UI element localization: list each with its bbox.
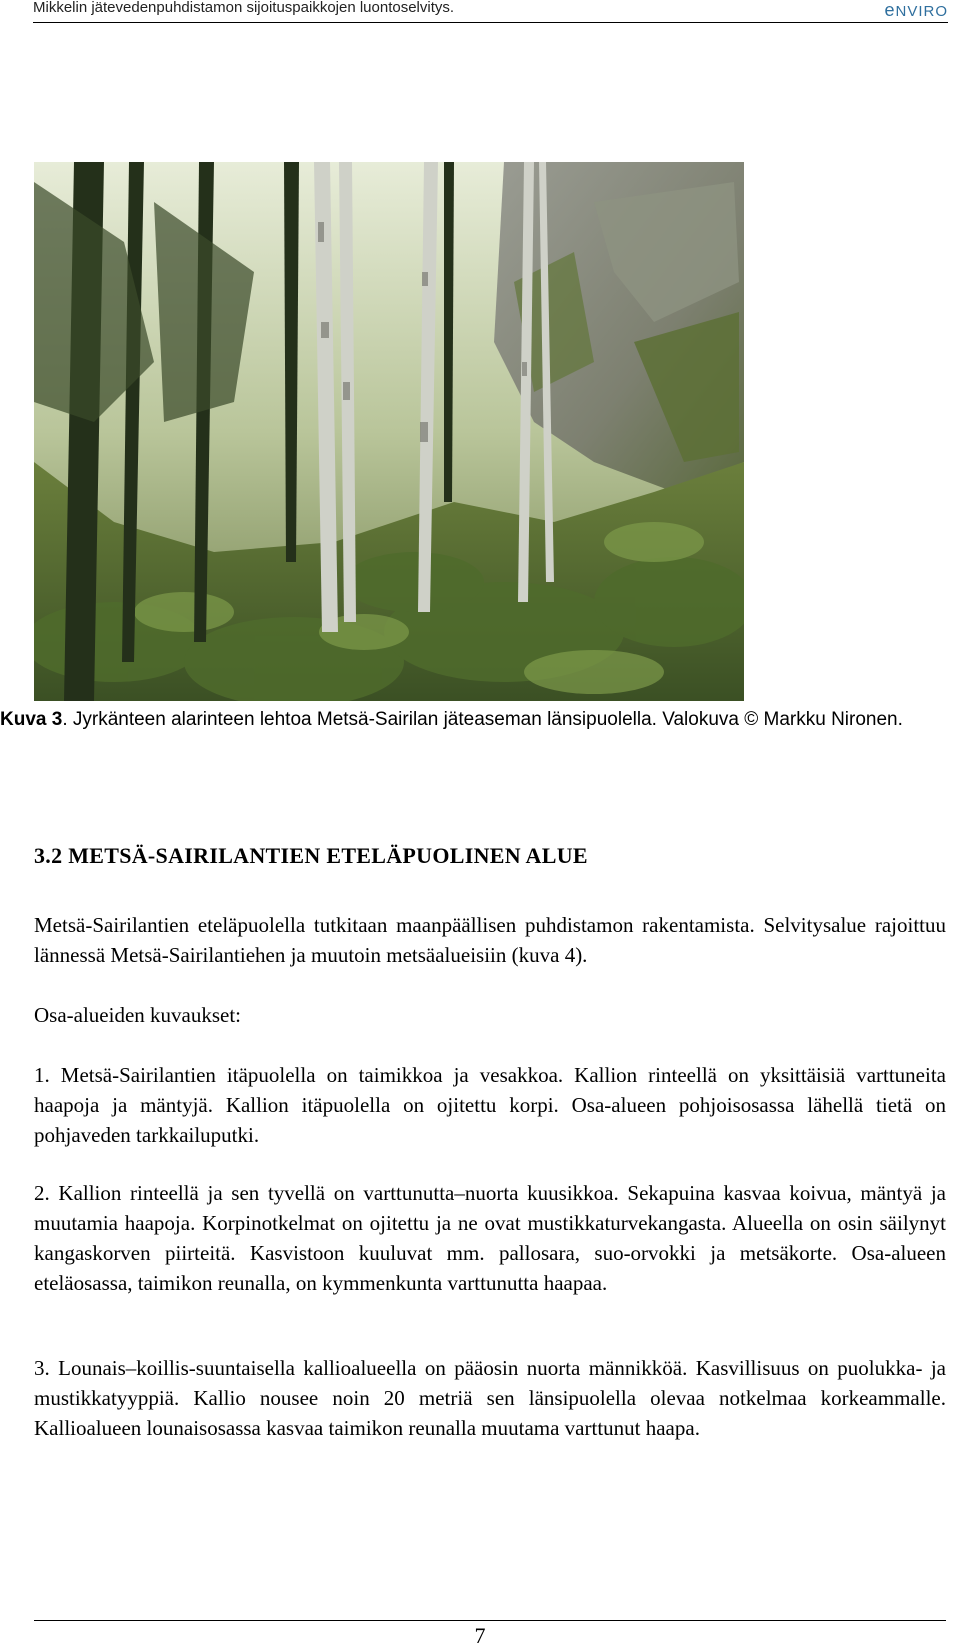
- subareas-title: Osa-alueiden kuvaukset:: [34, 1003, 242, 1027]
- caption-text: . Jyrkänteen alarinteen lehtoa Metsä-Sairilan jäteaseman länsipuolella. Valokuva © Markku Nironen.: [62, 709, 903, 730]
- logo-text: NVIRO: [895, 3, 948, 20]
- figure-caption: [0, 707, 948, 732]
- subarea-paragraph-2: 2. Kallion rinteellä ja sen tyvellä on varttunutta–nuorta kuusikkoa. Sekapuina kasvaa koivua, mäntyä ja muutamia haapoja. Korpinotkelmat on ojitettu ja ne ovat mustikkaturvekangasta. Alueella on osin säilynyt kangaskorven piirteitä. Kasvistoon kuuluvat mm. pallosara, suo-orvokki ja metsäkorte. Osa-alueen eteläosassa, taimikon reunalla, on kymmenkunta varttunutta haapaa.: [34, 1181, 946, 1295]
- page-header: [33, 0, 948, 23]
- intro-paragraph: Metsä-Sairilantien eteläpuolella tutkitaan maanpäällisen puhdistamon rakentamista. Selvitysalue rajoittuu lännessä Metsä-Sairilantiehen ja muutoin metsäalueisiin (kuva 4).: [34, 913, 946, 967]
- caption-label: Kuva 3: [0, 709, 63, 730]
- logo-e: e: [884, 0, 896, 20]
- subarea-paragraph-1: 1. Metsä-Sairilantien itäpuolella on taimikkoa ja vesakkoa. Kallion rinteellä on yksittäisiä varttuneita haapoja ja mäntyjä. Kallion itäpuolella on ojitettu korpi. Osa-alueen pohjoisosassa lähellä tietä on pohjaveden tarkkailuputki.: [34, 1063, 946, 1147]
- page-number: 7: [474, 1623, 486, 1648]
- header-title: Mikkelin jätevedenpuhdistamon sijoituspaikkojen luontoselvitys.: [33, 0, 455, 16]
- subarea-paragraph-3: 3. Lounais–koillis-suuntaisella kallioalueella on pääosin nuorta männikköä. Kasvillisuus on puolukka- ja mustikkatyyppiä. Kallio nousee noin 20 metriä sen länsipuolella olevaa notkelmaa korkeammalle. Kallioalueen lounaisosassa kasvaa taimikon reunalla muutama varttunut haapa.: [34, 1356, 946, 1440]
- section-heading: 3.2 METSÄ-SAIRILANTIEN ETELÄPUOLINEN ALUE: [34, 843, 588, 868]
- forest-photo: [34, 162, 744, 701]
- enviro-logo: [884, 2, 948, 20]
- footer-divider: [34, 1620, 946, 1621]
- forest-photo-illustration: [34, 162, 744, 701]
